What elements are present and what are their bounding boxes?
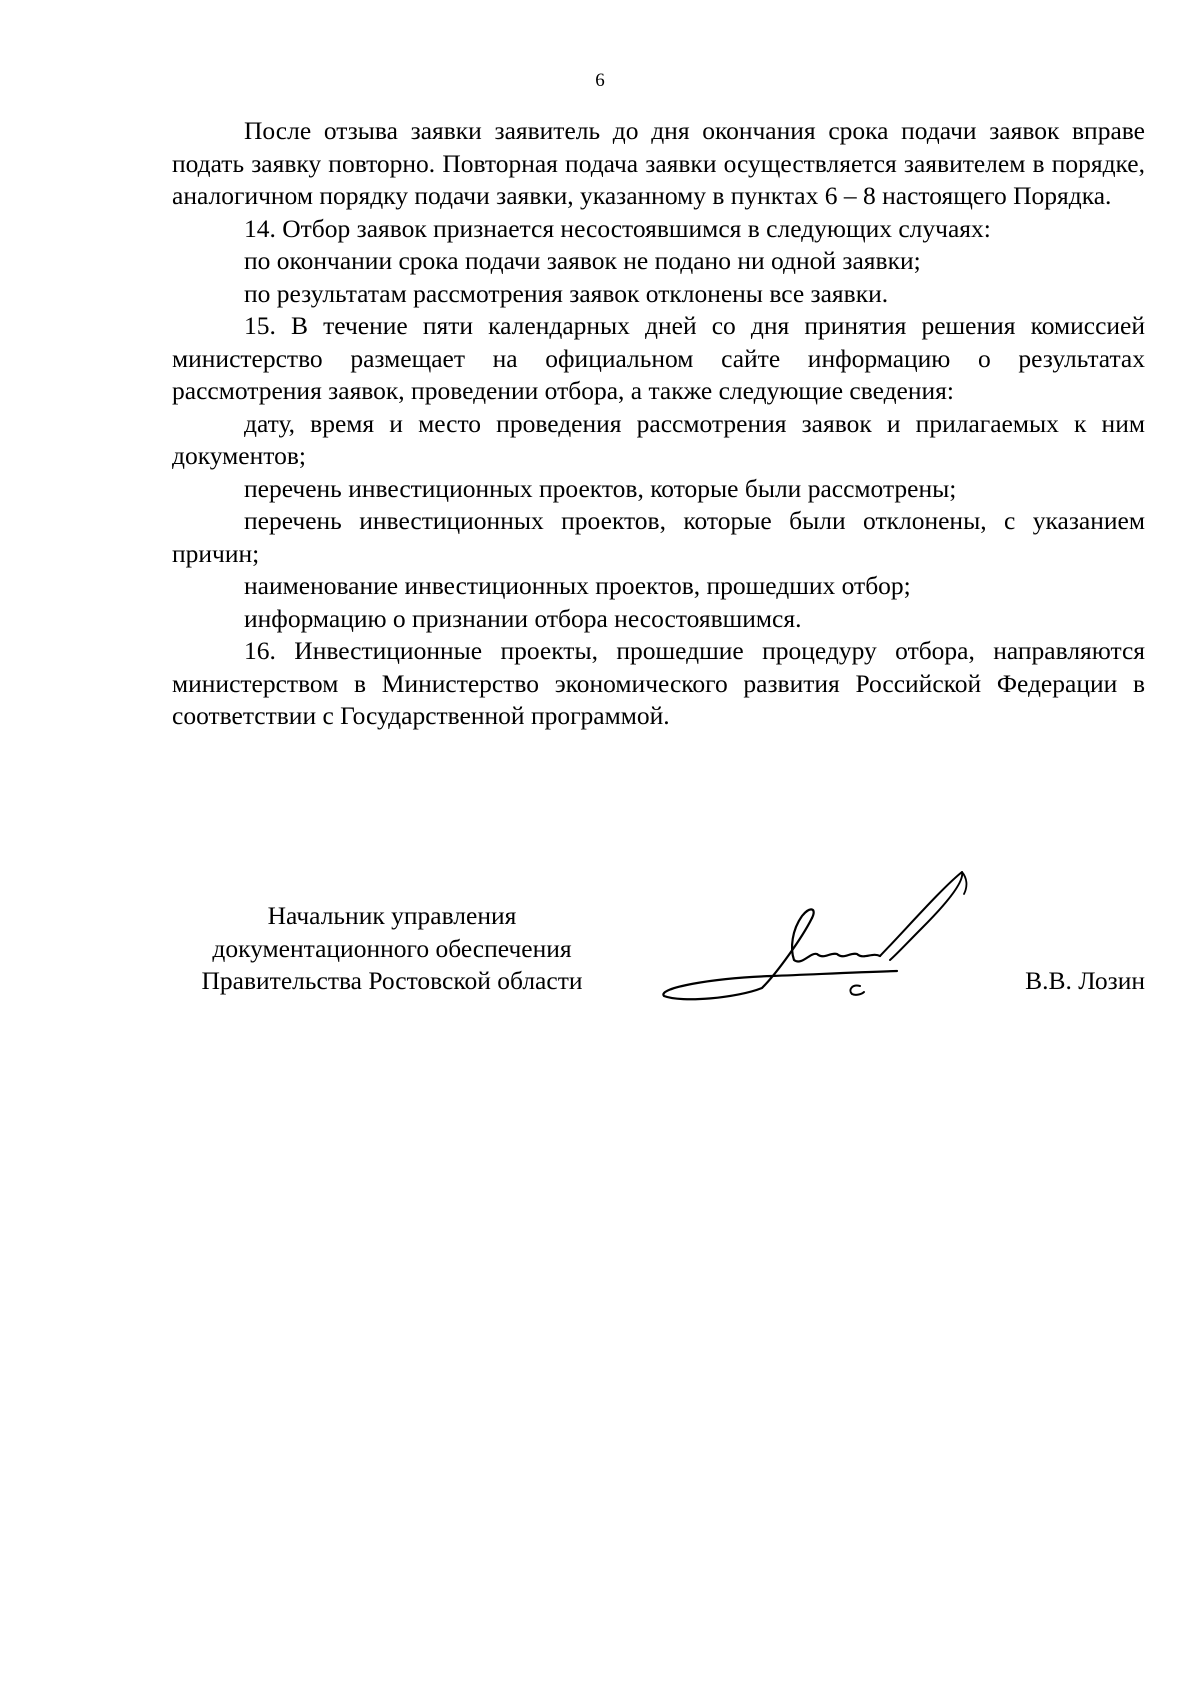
document-body [172,115,1145,733]
page-number: 6 [595,70,605,91]
paragraph-item-15-info-2: перечень инвестиционных проектов, которые были рассмотрены; [244,473,957,503]
signer-title [172,900,612,998]
paragraph-item-15-info-1: дату, время и место проведения рассмотрения заявок и прилагаемых к ним документов; [172,408,1145,470]
signature-block [172,900,1145,1020]
signer-title-line: документационного обеспечения [212,933,572,963]
signer-title-line: Правительства Ростовской области [201,966,583,995]
paragraph-item-16: 16. Инвестиционные проекты, прошедшие процедуру отбора, направляются министерством в Министерство экономического развития Российской Федерации в соответствии с Государственной программой. [172,636,1145,730]
paragraph-item-15: 15. В течение пяти календарных дней со дня принятия решения комиссией министерство размещает на официальном сайте информацию о результатах рассмотрения заявок, проведении отбора, а также следующие сведения: [172,311,1145,405]
paragraph-item-15-info-5: информацию о признании отбора несостоявшимся. [244,603,802,633]
signature-stroke [880,872,962,960]
signature-stroke [792,909,880,961]
paragraph-item-15-info-3: перечень инвестиционных проектов, которые были отклонены, с указанием причин; [172,506,1145,568]
paragraph-item-14-case-1: по окончании срока подачи заявок не подано ни одной заявки; [244,246,921,275]
paragraph-item-15-info-4: наименование инвестиционных проектов, прошедших отбор; [244,571,911,600]
paragraph-item-14-case-2: по результатам рассмотрения заявок отклонены все заявки. [244,278,889,308]
signature-stroke [850,986,864,995]
paragraph-item-14: 14. Отбор заявок признается несостоявшимся в следующих случаях: [244,213,991,243]
signature-stroke [663,918,897,999]
handwritten-signature-icon [652,868,982,1018]
paragraph-resubmission: После отзыва заявки заявитель до дня окончания срока подачи заявок вправе подать заявку повторно. Повторная подача заявки осуществляется заявителем в порядке, аналогичном порядку подачи заявки, указанному в пунктах 6 – 8 настоящего Порядка. [172,116,1145,210]
signer-name: В.В. Лозин [1025,966,1145,995]
signer-title-line: Начальник управления [267,901,517,930]
